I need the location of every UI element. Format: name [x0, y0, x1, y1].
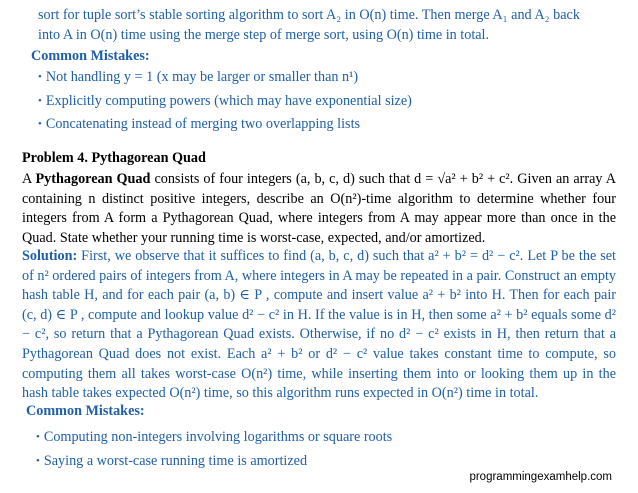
mistakes-list-1 — [38, 66, 412, 137]
list-item: • Not handling y = 1 (x may be larger or smaller than n¹) — [38, 66, 412, 90]
solution-label: Solution: — [22, 248, 78, 264]
solution-text: First, we observe that it suffices to find (a, b, c, d) such that a² + b² = d² − c². Let P be the set of n² ordered pairs of integers from A, where integers in A may be repeated in a pair. Construct an empty hash table H, and for each pair (a, b) ∈ P , compute and insert value a² + b² into H. Then for each pair (c, d) ∈ P , compute and lookup value d² − c² in H. If the value is in H, then some a² + b² equals some d² − c², so return that a Pythagorean Quad exists. Otherwise, if no d² − c² exists in H, then return that a Pythagorean Quad does not exist. Each a² + b² or d² − c² value takes constant time to compute, so computing them all takes worst-case O(n²) time, while inserting them into or looking them up in the hash table takes expected O(n²) time, so this algorithm runs expected in O(n²) time in total. — [22, 248, 616, 402]
problem-statement-text: consists of four integers (a, b, c, d) such that d = √a² + b² + c². Given an array A containing n distinct positive integers, describe an O(n²)-time algorithm to determine whether four integers from A form a Pythagorean Quad, where integers from A may appear more than once in the Quad. State whether your running time is worst-case, expected, and/or amortized. — [22, 171, 616, 246]
problem-statement — [22, 170, 616, 248]
problem-term: Pythagorean Quad — [35, 171, 151, 187]
intro-line-1: sort for tuple sort’s stable sorting algorithm to sort A₂ in O(n) time. Then merge A₁ and A₂ back — [38, 7, 580, 23]
intro-paragraph — [38, 6, 618, 45]
list-item: • Concatenating instead of merging two overlapping lists — [38, 113, 412, 137]
common-mistakes-heading-1: Common Mistakes: — [31, 48, 150, 64]
solution-paragraph — [22, 247, 616, 404]
list-item: • Saying a worst-case running time is amortized — [36, 450, 392, 474]
list-item: • Computing non-integers involving logarithms or square roots — [36, 426, 392, 450]
mistakes-list-2 — [36, 426, 392, 473]
common-mistakes-heading-2: Common Mistakes: — [26, 403, 145, 419]
footer-url: programmingexamhelp.com — [469, 471, 612, 483]
intro-line-2: into A in O(n) time using the merge step of merge sort, using O(n) time in total. — [38, 26, 490, 43]
list-item: • Explicitly computing powers (which may have exponential size) — [38, 90, 412, 114]
problem-title: Problem 4. Pythagorean Quad — [22, 150, 206, 166]
problem-lead: A — [22, 171, 36, 187]
